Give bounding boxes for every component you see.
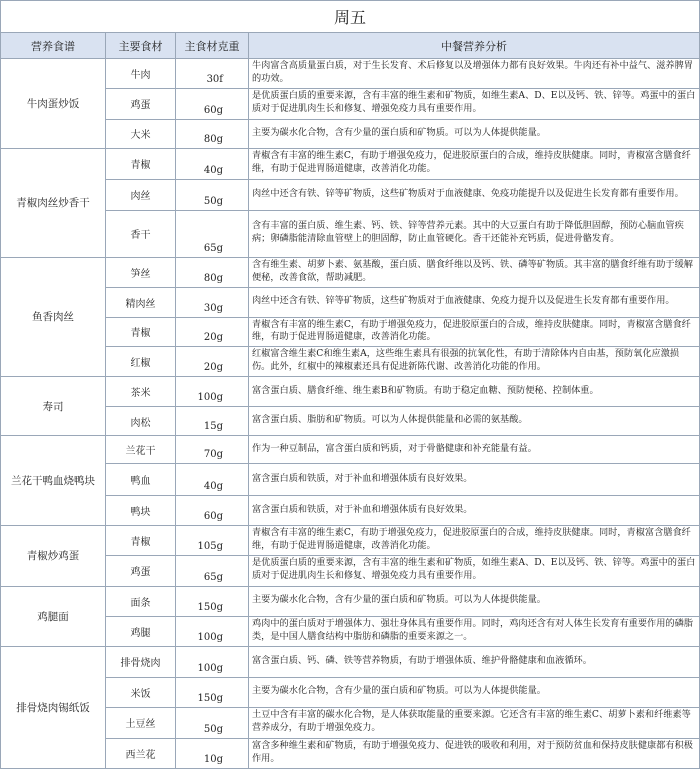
table-row — [1, 119, 700, 148]
analysis-cell: 是优质蛋白质的重要来源，含有丰富的维生素和矿物质，如维生素A、D、E以及钙、铁、锌等。鸡蛋中的蛋白质对于促进肌肉生长和修复、增强免疫力具有重要作用。 — [249, 88, 700, 119]
amount-cell: 105g — [176, 526, 249, 556]
analysis-cell: 含有维生素、胡萝卜素、氨基酸，蛋白质、膳食纤维以及钙、铁、磷等矿物质。其丰富的膳食纤维有助于缓解便秘，改善食欲，帮助减肥。 — [249, 257, 700, 287]
header-amount: 主食材克重 — [176, 33, 249, 59]
table-row — [1, 210, 700, 257]
amount-cell: 65g — [176, 555, 249, 586]
ingredient-cell: 土豆丝 — [106, 707, 176, 738]
analysis-cell: 肉丝中还含有铁、锌等矿物质，这些矿物质对于血液健康、免疫力提升以及促进生长发育都有重要作用。 — [249, 287, 700, 317]
table-row — [1, 646, 700, 677]
ingredient-cell: 牛肉 — [106, 59, 176, 89]
dish-name: 鸡腿面 — [1, 586, 106, 646]
table-row — [1, 616, 700, 646]
amount-cell: 50g — [176, 707, 249, 738]
table-row — [1, 555, 700, 586]
amount-cell: 10g — [176, 738, 249, 768]
header-analysis: 中餐营养分析 — [249, 33, 700, 59]
amount-cell: 20g — [176, 347, 249, 377]
analysis-cell: 是优质蛋白质的重要来源，含有丰富的维生素和矿物质，如维生素A、D、E以及钙、铁、锌等。鸡蛋中的蛋白质对于促进肌肉生长和修复、增强免疫力具有重要作用。 — [249, 555, 700, 586]
ingredient-cell: 茶米 — [106, 377, 176, 407]
analysis-cell: 鸡肉中的蛋白质对于增强体力、强壮身体具有重要作用。同时，鸡肉还含有对人体生长发育有重要作用的磷脂类，是中国人膳食结构中脂肪和磷脂的重要来源之一。 — [249, 616, 700, 646]
ingredient-cell: 鸡蛋 — [106, 88, 176, 119]
analysis-cell: 富含多种维生素和矿物质，有助于增强免疫力、促进铁的吸收和利用，对于预防贫血和保持皮肤健康都有积极作用。 — [249, 738, 700, 768]
ingredient-cell: 青椒 — [106, 317, 176, 347]
table-row — [1, 88, 700, 119]
header-ingredient: 主要食材 — [106, 33, 176, 59]
dish-name: 青椒肉丝炒香干 — [1, 148, 106, 257]
analysis-cell: 青椒含有丰富的维生素C，有助于增强免疫力，促进胶原蛋白的合成，维持皮肤健康。同时，青椒富含膳食纤维，有助于促进胃肠道健康，改善消化功能。 — [249, 526, 700, 556]
page-title: 周五 — [1, 1, 700, 33]
table-row — [1, 526, 700, 556]
analysis-cell: 富含蛋白质和铁质，对于补血和增强体质有良好效果。 — [249, 464, 700, 496]
table-body — [1, 59, 700, 769]
ingredient-cell: 鸭块 — [106, 496, 176, 526]
amount-cell: 80g — [176, 257, 249, 287]
ingredient-cell: 鸡蛋 — [106, 555, 176, 586]
dish-name: 鱼香肉丝 — [1, 257, 106, 377]
analysis-cell: 肉丝中还含有铁、锌等矿物质，这些矿物质对于血液健康、免疫功能提升以及促进生长发育都有重要作用。 — [249, 179, 700, 210]
amount-cell: 70g — [176, 436, 249, 464]
table-row — [1, 347, 700, 377]
amount-cell: 65g — [176, 210, 249, 257]
table-row — [1, 179, 700, 210]
analysis-cell: 主要为碳水化合物，含有少量的蛋白质和矿物质。可以为人体提供能量。 — [249, 677, 700, 707]
ingredient-cell: 精肉丝 — [106, 287, 176, 317]
ingredient-cell: 香干 — [106, 210, 176, 257]
amount-cell: 60g — [176, 496, 249, 526]
table-row — [1, 317, 700, 347]
table-row — [1, 377, 700, 407]
ingredient-cell: 西兰花 — [106, 738, 176, 768]
table-row — [1, 257, 700, 287]
analysis-cell: 主要为碳水化合物，含有少量的蛋白质和矿物质。可以为人体提供能量。 — [249, 586, 700, 616]
table-row — [1, 738, 700, 768]
ingredient-cell: 大米 — [106, 119, 176, 148]
dish-name: 排骨烧肉锡纸饭 — [1, 646, 106, 768]
table-row — [1, 464, 700, 496]
table-row — [1, 707, 700, 738]
analysis-cell: 牛肉富含高质量蛋白质，对于生长发育、术后修复以及增强体力都有良好效果。牛肉还有补中益气、滋养脾胃的功效。 — [249, 59, 700, 89]
amount-cell: 150g — [176, 586, 249, 616]
table-row — [1, 586, 700, 616]
amount-cell: 40g — [176, 148, 249, 179]
analysis-cell: 土豆中含有丰富的碳水化合物，是人体获取能量的重要来源。它还含有丰富的维生素C、胡萝卜素和纤维素等营养成分，有助于增强免疫力。 — [249, 707, 700, 738]
amount-cell: 30f — [176, 59, 249, 89]
table-row — [1, 148, 700, 179]
table-row — [1, 59, 700, 89]
ingredient-cell: 排骨烧肉 — [106, 646, 176, 677]
analysis-cell: 青椒含有丰富的维生素C，有助于增强免疫力，促进胶原蛋白的合成，维持皮肤健康。同时，青椒富含膳食纤维，有助于促进胃肠道健康，改善消化功能。 — [249, 148, 700, 179]
table-row — [1, 496, 700, 526]
analysis-cell: 富含蛋白质、钙、磷、铁等营养物质，有助于增强体质、维护骨骼健康和血液循环。 — [249, 646, 700, 677]
amount-cell: 100g — [176, 646, 249, 677]
ingredient-cell: 面条 — [106, 586, 176, 616]
header-dish: 营养食谱 — [1, 33, 106, 59]
amount-cell: 40g — [176, 464, 249, 496]
table-row — [1, 287, 700, 317]
analysis-cell: 含有丰富的蛋白质、维生素、钙、铁、锌等营养元素。其中的大豆蛋白有助于降低胆固醇，预防心脑血管疾病；卵磷脂能清除血管壁上的胆固醇，防止血管硬化。香干还能补充钙质，促进骨骼发育。 — [249, 210, 700, 257]
ingredient-cell: 兰花干 — [106, 436, 176, 464]
dish-name: 兰花干鸭血烧鸭块 — [1, 436, 106, 526]
dish-name: 青椒炒鸡蛋 — [1, 526, 106, 587]
analysis-cell: 富含蛋白质和铁质，对于补血和增强体质有良好效果。 — [249, 496, 700, 526]
amount-cell: 15g — [176, 407, 249, 436]
amount-cell: 150g — [176, 677, 249, 707]
ingredient-cell: 鸭血 — [106, 464, 176, 496]
amount-cell: 30g — [176, 287, 249, 317]
ingredient-cell: 肉丝 — [106, 179, 176, 210]
amount-cell: 50g — [176, 179, 249, 210]
dish-name: 寿司 — [1, 377, 106, 436]
amount-cell: 60g — [176, 88, 249, 119]
ingredient-cell: 红椒 — [106, 347, 176, 377]
table-row — [1, 677, 700, 707]
analysis-cell: 红椒富含维生素C和维生素A，这些维生素具有很强的抗氧化性，有助于清除体内自由基，预防氧化应激损伤。此外，红椒中的辣椒素还具有促进新陈代谢、改善消化功能的作用。 — [249, 347, 700, 377]
dish-name: 牛肉蛋炒饭 — [1, 59, 106, 149]
analysis-cell: 作为一种豆制品，富含蛋白质和钙质，对于骨骼健康和补充能量有益。 — [249, 436, 700, 464]
ingredient-cell: 米饭 — [106, 677, 176, 707]
analysis-cell: 主要为碳水化合物，含有少量的蛋白质和矿物质。可以为人体提供能量。 — [249, 119, 700, 148]
ingredient-cell: 笋丝 — [106, 257, 176, 287]
analysis-cell: 富含蛋白质、膳食纤维、维生素B和矿物质。有助于稳定血糖、预防便秘、控制体重。 — [249, 377, 700, 407]
table-row — [1, 436, 700, 464]
ingredient-cell: 鸡腿 — [106, 616, 176, 646]
table-row — [1, 407, 700, 436]
amount-cell: 20g — [176, 317, 249, 347]
ingredient-cell: 青椒 — [106, 526, 176, 556]
amount-cell: 100g — [176, 616, 249, 646]
ingredient-cell: 肉松 — [106, 407, 176, 436]
amount-cell: 100g — [176, 377, 249, 407]
amount-cell: 80g — [176, 119, 249, 148]
analysis-cell: 青椒含有丰富的维生素C，有助于增强免疫力，促进胶原蛋白的合成，维持皮肤健康。同时，青椒富含膳食纤维，有助于促进胃肠道健康，改善消化功能。 — [249, 317, 700, 347]
ingredient-cell: 青椒 — [106, 148, 176, 179]
analysis-cell: 富含蛋白质、脂肪和矿物质。可以为人体提供能量和必需的氨基酸。 — [249, 407, 700, 436]
